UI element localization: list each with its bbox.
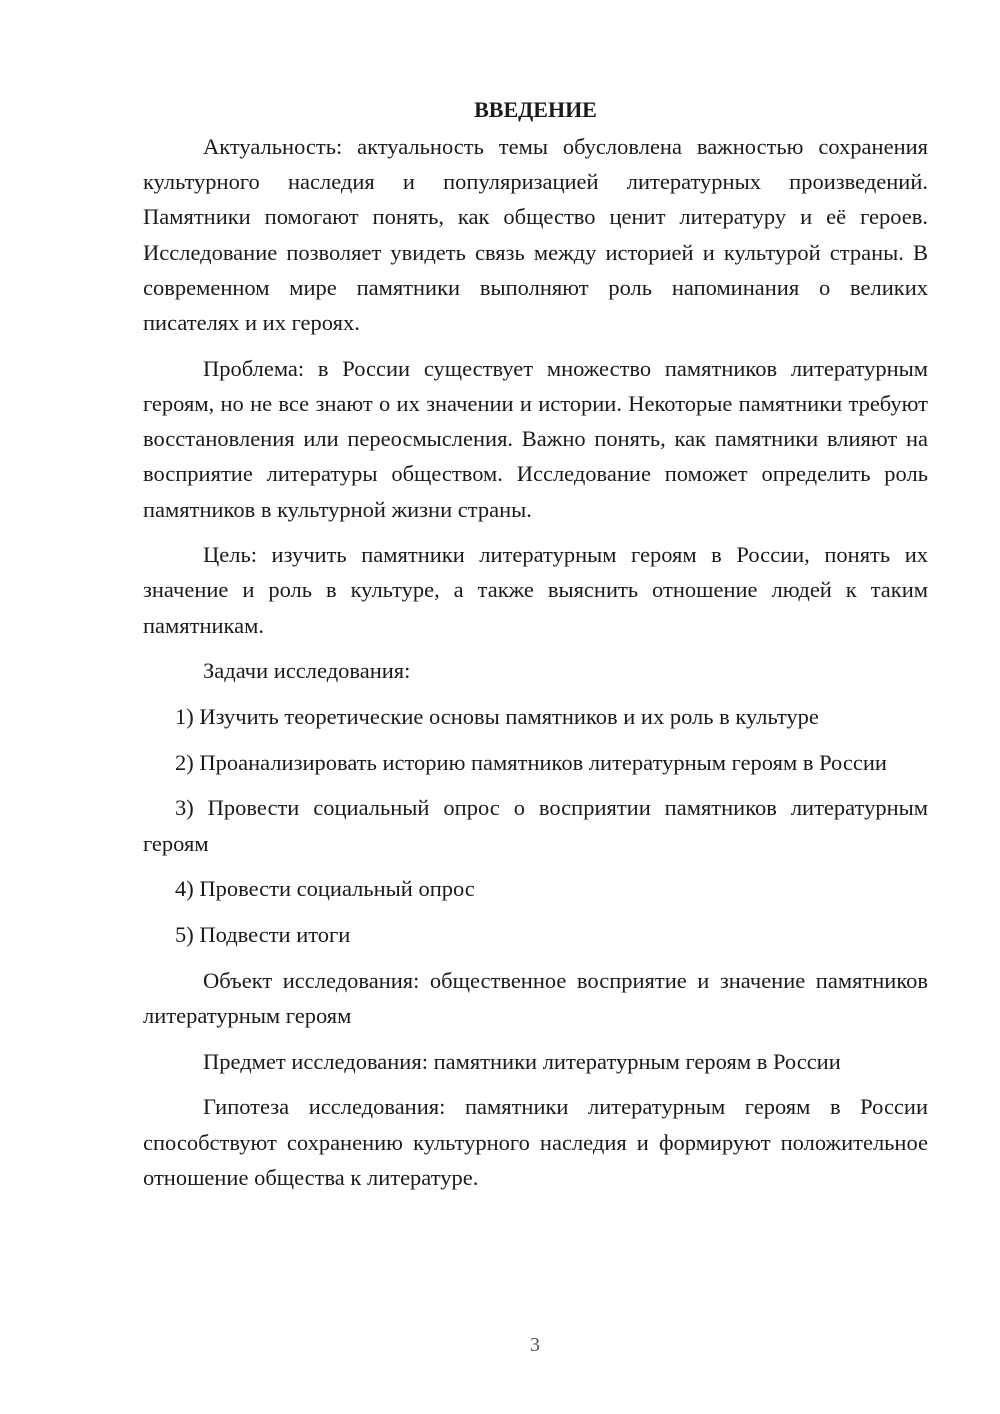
tasks-list bbox=[143, 699, 928, 952]
list-item: 3) Провести социальный опрос о восприятии памятников литературным героям bbox=[143, 795, 928, 856]
list-item: 1) Изучить теоретические основы памятников и их роль в культуре bbox=[175, 704, 819, 730]
paragraph-subject: Предмет исследования: памятники литературным героям в России bbox=[203, 1048, 841, 1074]
paragraph-tasks-heading: Задачи исследования: bbox=[203, 658, 411, 684]
list-item: 5) Подвести итоги bbox=[175, 922, 351, 948]
paragraph-goal: Цель: изучить памятники литературным героям в России, понять их значение и роль в культуре, а также выяснить отношение людей к таким памятникам. bbox=[143, 542, 928, 638]
paragraph-hypothesis: Гипотеза исследования: памятники литературным героям в России способствуют сохранению культурного наследия и формируют положительное отношение общества к литературе. bbox=[143, 1094, 928, 1190]
document-page bbox=[143, 92, 928, 1205]
list-item: 2) Проанализировать историю памятников литературным героям в России bbox=[175, 749, 887, 775]
list-item: 4) Провести социальный опрос bbox=[175, 876, 475, 902]
paragraph-problem: Проблема: в России существует множество памятников литературным героям, но не все знают о их значении и истории. Некоторые памятники требуют восстановления или переосмысления. Важно понять, как памятники влияют на восприятие литературы обществом. Исследование поможет определить роль памятников в культурной жизни страны. bbox=[143, 355, 928, 522]
page-number: 3 bbox=[530, 1334, 540, 1356]
paragraph-object: Объект исследования: общественное восприятие и значение памятников литературным героям bbox=[143, 967, 928, 1028]
paragraph-relevance: Актуальность: актуальность темы обусловлена важностью сохранения культурного наследия и популяризацией литературных произведений. Памятники помогают понять, как общество ценит литературу и её героев. Исследование позволяет увидеть связь между историей и культурой страны. В современном мире памятники выполняют роль напоминания о великих писателях и их героях. bbox=[143, 134, 928, 336]
page-title: ВВЕДЕНИЕ bbox=[474, 97, 597, 122]
